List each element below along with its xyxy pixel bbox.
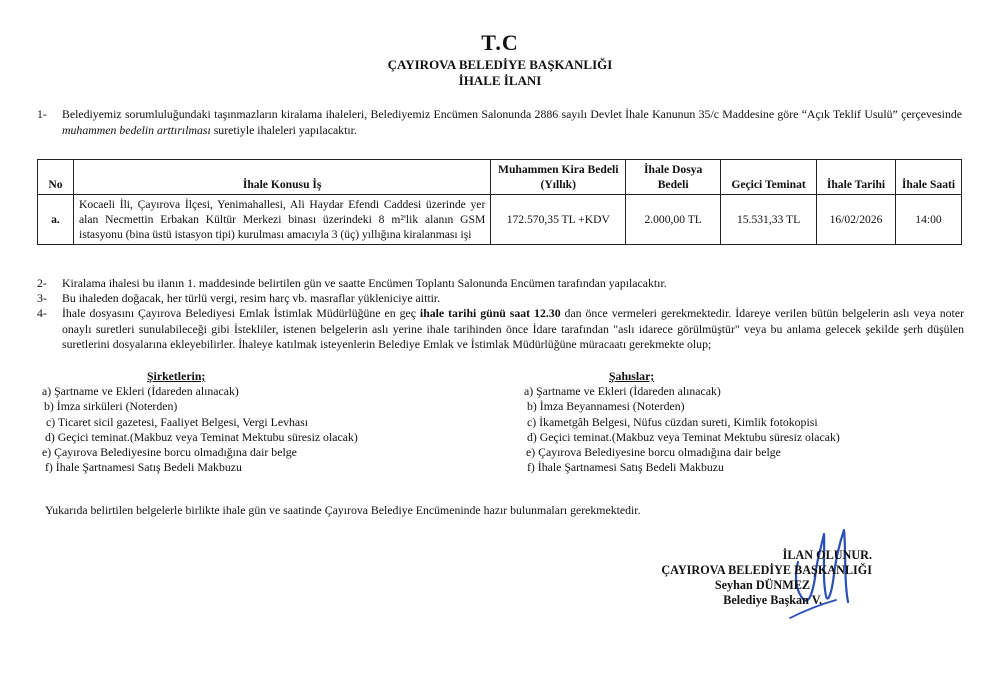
item-1-number: 1- xyxy=(37,107,47,121)
list-item: e) Çayırova Belediyesine borcu olmadığına dair belge xyxy=(42,445,297,460)
announcement-title: İHALE İLANI xyxy=(458,73,542,88)
item-1-text-part2: suretiyle ihaleleri yapılacaktır. xyxy=(210,122,357,137)
table-row xyxy=(38,195,962,245)
item-1-text-part1: Belediyemiz sorumluluğundaki taşınmazların kiralama ihaleleri, Belediyemiz Encümen Salonunda 2886 sayılı Devlet İhale Kanunun 35/c Maddesine göre “Açık Teklif Usulü” çerçevesinde xyxy=(62,107,962,121)
item-4-text-bold: ihale tarihi günü saat 12.30 xyxy=(419,306,561,320)
closing-text: Yukarıda belirtilen belgelerle birlikte ihale gün ve saatinde Çayırova Belediye Encümeninde hazır bulunmaları gerekmektedir. xyxy=(45,503,641,517)
col-header-saat: İhale Saati xyxy=(896,160,962,195)
cell-teminat: 15.531,33 TL xyxy=(721,195,817,245)
sirketler-list xyxy=(42,369,472,475)
list-item: f) İhale Şartnamesi Satış Bedeli Makbuzu xyxy=(45,460,242,475)
list-item: c) Ticaret sicil gazetesi, Faaliyet Belgesi, Vergi Levhası xyxy=(46,414,308,429)
item-4-text-part2: dan önce vermeleri gerekmektedir. İdareye verilen bütün belgelerin aslı veya noter onaylı suretleri sunulabileceği gibi İstekliler, istenen belgelerin aslı yerine ihale tarihinden önce İdare tarafından "aslı idarece görülmüştür" veya bu anlama gelecek şekilde şerh düşülen suretlerini dosyalarına ekleyebilirler. İhaleye katılmak isteyenlerin Belediye Emlak ve İstimlak Müdürlüğüne müracaatı gerekmekte olup; xyxy=(62,306,964,351)
sahislar-list xyxy=(524,369,964,475)
cell-saat: 14:00 xyxy=(896,195,962,245)
item-2-text: Kiralama ihalesi bu ilanın 1. maddesinde belirtilen gün ve saatte Encümen Toplantı Salonunda Encümen tarafından yapılacaktır. xyxy=(62,276,667,290)
item-4-text xyxy=(62,306,964,353)
cell-muhammen: 172.570,35 TL +KDV xyxy=(491,195,626,245)
list-item: c) İkametgâh Belgesi, Nüfus cüzdan sureti, Kimlik fotokopisi xyxy=(527,414,818,429)
col-header-tarih: İhale Tarihi xyxy=(817,160,896,195)
cell-konu: Kocaeli İli, Çayırova İlçesi, Yenimahallesi, Ali Haydar Efendi Caddesi üzerinde yer alan Necmettin Erbakan Kültür Merkezi binası üzerindeki 8 m²'lik alanın GSM istasyonu (bina üstü istasyon tipi) kurulması amacıyla 3 (üç) yıllığına kiralanması işi xyxy=(73,195,490,245)
document-title: T.C xyxy=(481,30,519,55)
signature-name: Seyhan DÜNMEZ xyxy=(714,578,810,592)
signature-line-1: İLAN OLUNUR. xyxy=(782,548,872,562)
sahislar-title: Şahıslar; xyxy=(609,369,655,383)
col-header-konu: İhale Konusu İş xyxy=(73,160,490,195)
list-item: a) Şartname ve Ekleri (İdareden alınacak) xyxy=(42,384,239,399)
signature-title: Belediye Başkan V. xyxy=(723,593,822,607)
list-item: b) İmza sirküleri (Noterden) xyxy=(44,399,178,414)
municipality-name: ÇAYIROVA BELEDİYE BAŞKANLIĞI xyxy=(387,57,613,72)
item-4-text-part1: İhale dosyasını Çayırova Belediyesi Emlak İstimlak Müdürlüğüne en geç xyxy=(62,306,420,320)
col-header-no: No xyxy=(38,160,74,195)
list-item: d) Geçici teminat.(Makbuz veya Teminat Mektubu süresiz olacak) xyxy=(45,429,358,444)
col-header-muhammen: Muhammen Kira Bedeli (Yıllık) xyxy=(491,160,626,195)
cell-tarih: 16/02/2026 xyxy=(817,195,896,245)
signature-block xyxy=(552,548,872,608)
signature-line-2: ÇAYIROVA BELEDİYE BAŞKANLIĞI xyxy=(661,563,872,577)
item-3-number: 3- xyxy=(37,291,47,305)
tender-table xyxy=(37,159,962,245)
item-4-number: 4- xyxy=(37,306,47,320)
cell-no: a. xyxy=(38,195,74,245)
table-header-row xyxy=(38,160,962,195)
list-item: d) Geçici teminat.(Makbuz veya Teminat Mektubu süresiz olacak) xyxy=(527,429,840,444)
item-2-number: 2- xyxy=(37,276,47,290)
col-header-dosya: İhale Dosya Bedeli xyxy=(626,160,721,195)
cell-dosya: 2.000,00 TL xyxy=(626,195,721,245)
item-1-text-italic: muhammen bedelin arttırılması xyxy=(62,122,211,137)
list-item: b) İmza Beyannamesi (Noterden) xyxy=(527,399,685,414)
col-header-teminat: Geçici Teminat xyxy=(721,160,817,195)
list-item: f) İhale Şartnamesi Satış Bedeli Makbuzu xyxy=(527,460,724,475)
list-item: e) Çayırova Belediyesine borcu olmadığına dair belge xyxy=(526,445,781,460)
item-1-text xyxy=(62,107,962,138)
list-item: a) Şartname ve Ekleri (İdareden alınacak) xyxy=(524,384,721,399)
sirketler-title: Şirketlerin; xyxy=(147,369,206,383)
item-3-text: Bu ihaleden doğacak, her türlü vergi, resim harç vb. masraflar yükleniciye aittir. xyxy=(62,291,441,305)
